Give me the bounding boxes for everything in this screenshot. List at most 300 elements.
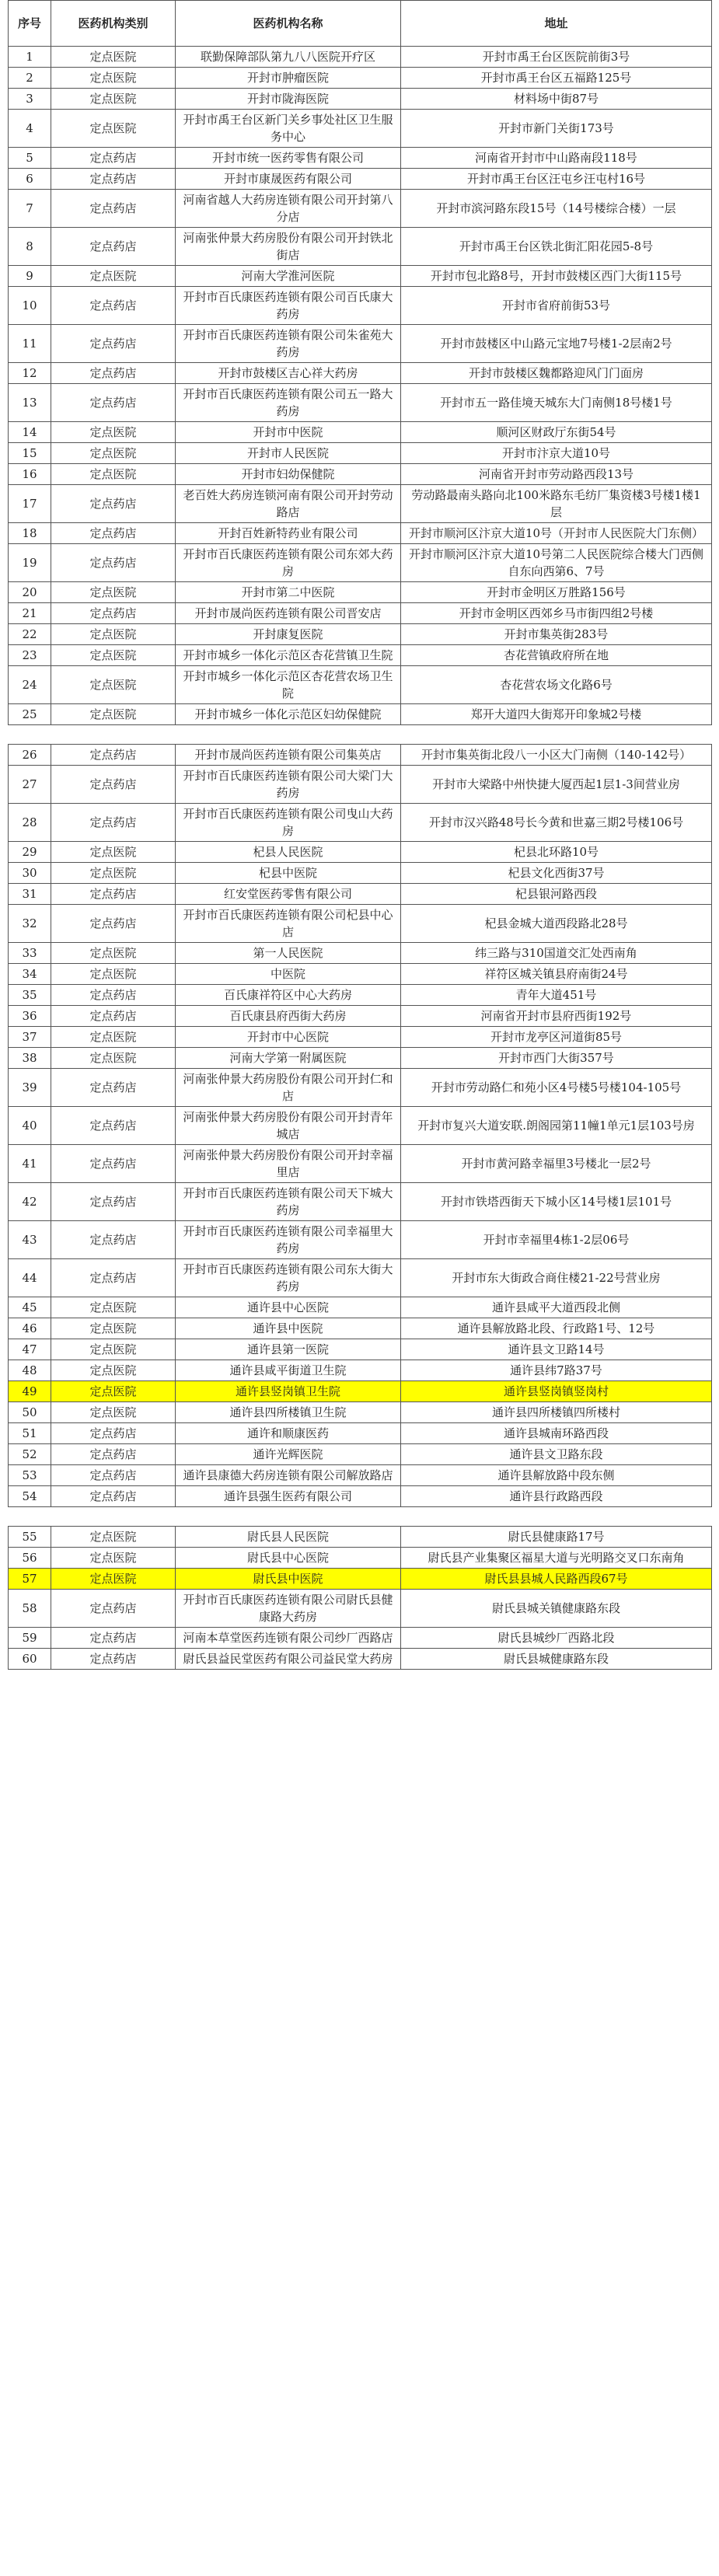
row-number: 31 <box>9 884 51 905</box>
document <box>8 0 711 1670</box>
institution-type: 定点药店 <box>51 766 176 804</box>
row-number: 8 <box>9 228 51 266</box>
row-number: 55 <box>9 1527 51 1548</box>
institution-name: 开封市鼓楼区吉心祥大药房 <box>176 363 401 384</box>
row-number: 45 <box>9 1297 51 1318</box>
table-row <box>9 443 712 464</box>
institution-name: 开封市百氏康医药连锁有限公司东郊大药房 <box>176 544 401 582</box>
institution-type: 定点药店 <box>51 745 176 766</box>
institution-address: 开封市龙亭区河道街85号 <box>401 1027 712 1048</box>
institution-name: 通许县第一医院 <box>176 1339 401 1360</box>
institution-name: 开封市陇海医院 <box>176 89 401 110</box>
table-row <box>9 804 712 842</box>
institution-address: 开封市黄河路幸福里3号楼北一层2号 <box>401 1145 712 1183</box>
row-number: 12 <box>9 363 51 384</box>
row-number: 36 <box>9 1006 51 1027</box>
institution-type: 定点医院 <box>51 704 176 725</box>
row-number: 30 <box>9 863 51 884</box>
institution-address: 通许县四所楼镇四所楼村 <box>401 1402 712 1423</box>
institution-type: 定点医院 <box>51 863 176 884</box>
institution-name: 中医院 <box>176 964 401 985</box>
table-row <box>9 47 712 68</box>
institution-name: 开封康复医院 <box>176 624 401 645</box>
institution-type: 定点药店 <box>51 804 176 842</box>
table-row <box>9 863 712 884</box>
table-row-highlighted <box>9 1569 712 1590</box>
institution-type: 定点医院 <box>51 464 176 485</box>
institution-type: 定点医院 <box>51 89 176 110</box>
institution-type: 定点医院 <box>51 1048 176 1069</box>
institution-address: 开封市禹王台区铁北街汇阳花园5-8号 <box>401 228 712 266</box>
row-number: 4 <box>9 110 51 148</box>
institution-type: 定点医院 <box>51 1339 176 1360</box>
institution-name: 百氏康祥符区中心大药房 <box>176 985 401 1006</box>
row-number: 15 <box>9 443 51 464</box>
institution-address: 尉氏县城纱厂西路北段 <box>401 1628 712 1649</box>
institution-address: 劳动路最南头路向北100米路东毛纺厂集资楼3号楼1楼1层 <box>401 485 712 523</box>
institution-address: 开封市大梁路中州快捷大厦西起1层1-3间营业房 <box>401 766 712 804</box>
institution-name: 红安堂医药零售有限公司 <box>176 884 401 905</box>
institution-name: 通许县康德大药房连锁有限公司解放路店 <box>176 1465 401 1486</box>
table-row <box>9 1649 712 1670</box>
column-header: 医药机构类别 <box>51 1 176 47</box>
institution-name: 杞县中医院 <box>176 863 401 884</box>
table-row <box>9 1360 712 1381</box>
institution-name: 开封市人民医院 <box>176 443 401 464</box>
institution-type: 定点医院 <box>51 1360 176 1381</box>
table-row <box>9 1221 712 1259</box>
institution-name: 开封市城乡一体化示范区杏花营农场卫生院 <box>176 666 401 704</box>
institution-name: 通许县强生医药有限公司 <box>176 1486 401 1507</box>
table-row <box>9 485 712 523</box>
institution-address: 通许县文卫路东段 <box>401 1444 712 1465</box>
institution-name: 开封市肿瘤医院 <box>176 68 401 89</box>
institution-address: 通许县纬7路37号 <box>401 1360 712 1381</box>
institution-name: 通许县中心医院 <box>176 1297 401 1318</box>
institution-name: 尉氏县人民医院 <box>176 1527 401 1548</box>
institution-name: 开封市百氏康医药连锁有限公司天下城大药房 <box>176 1183 401 1221</box>
institution-type: 定点药店 <box>51 190 176 228</box>
institution-address: 开封市顺河区汴京大道10号第二人民医院综合楼大门西侧自东向西第6、7号 <box>401 544 712 582</box>
institution-type: 定点药店 <box>51 1649 176 1670</box>
row-number: 44 <box>9 1259 51 1297</box>
institution-type: 定点药店 <box>51 287 176 325</box>
table-row <box>9 1444 712 1465</box>
row-number: 53 <box>9 1465 51 1486</box>
institution-address: 河南省开封市县府西街192号 <box>401 1006 712 1027</box>
institution-type: 定点医院 <box>51 1402 176 1423</box>
institution-name: 尉氏县中医院 <box>176 1569 401 1590</box>
institution-type: 定点药店 <box>51 905 176 943</box>
institution-address: 尉氏县产业集聚区福星大道与光明路交叉口东南角 <box>401 1548 712 1569</box>
institution-type: 定点药店 <box>51 523 176 544</box>
institution-address: 杞县北环路10号 <box>401 842 712 863</box>
table-row <box>9 464 712 485</box>
institution-name: 开封市统一医药零售有限公司 <box>176 148 401 169</box>
institution-type: 定点医院 <box>51 443 176 464</box>
row-number: 52 <box>9 1444 51 1465</box>
institution-type: 定点药店 <box>51 1221 176 1259</box>
institution-type: 定点医院 <box>51 582 176 603</box>
institution-name: 河南张仲景大药房股份有限公司开封幸福里店 <box>176 1145 401 1183</box>
institution-name: 开封市第二中医院 <box>176 582 401 603</box>
institution-address: 开封市顺河区汴京大道10号（开封市人民医院大门东侧） <box>401 523 712 544</box>
institution-type: 定点医院 <box>51 1527 176 1548</box>
institution-name: 尉氏县益民堂医药有限公司益民堂大药房 <box>176 1649 401 1670</box>
institution-type: 定点医院 <box>51 624 176 645</box>
institution-name: 河南大学淮河医院 <box>176 266 401 287</box>
institution-name: 开封市禹王台区新门关乡事处社区卫生服务中心 <box>176 110 401 148</box>
institution-address: 杞县金城大道西段路北28号 <box>401 905 712 943</box>
row-number: 11 <box>9 325 51 363</box>
row-number: 20 <box>9 582 51 603</box>
table-row <box>9 666 712 704</box>
institution-type: 定点药店 <box>51 1628 176 1649</box>
institution-name: 开封市城乡一体化示范区杏花营镇卫生院 <box>176 645 401 666</box>
table-row <box>9 422 712 443</box>
institution-name: 开封市百氏康医药连锁有限公司百氏康大药房 <box>176 287 401 325</box>
institution-type: 定点药店 <box>51 884 176 905</box>
table-row <box>9 943 712 964</box>
institution-type: 定点药店 <box>51 325 176 363</box>
row-number: 22 <box>9 624 51 645</box>
institution-name: 开封市百氏康医药连锁有限公司五一路大药房 <box>176 384 401 422</box>
institution-address: 尉氏县健康路17号 <box>401 1527 712 1548</box>
table-row <box>9 169 712 190</box>
institution-type: 定点药店 <box>51 1006 176 1027</box>
table-row <box>9 287 712 325</box>
table-row <box>9 1465 712 1486</box>
institution-name: 通许光辉医院 <box>176 1444 401 1465</box>
table-row <box>9 544 712 582</box>
table-row <box>9 148 712 169</box>
institution-name: 通许县四所楼镇卫生院 <box>176 1402 401 1423</box>
row-number: 23 <box>9 645 51 666</box>
table-row <box>9 1259 712 1297</box>
institution-name: 开封市百氏康医药连锁有限公司幸福里大药房 <box>176 1221 401 1259</box>
institution-type: 定点药店 <box>51 544 176 582</box>
institution-type: 定点医院 <box>51 110 176 148</box>
institution-type: 定点药店 <box>51 1069 176 1107</box>
institution-name: 开封市妇幼保健院 <box>176 464 401 485</box>
institution-address: 祥符区城关镇县府南街24号 <box>401 964 712 985</box>
institution-address: 通许县解放路中段东侧 <box>401 1465 712 1486</box>
institution-type: 定点药店 <box>51 1486 176 1507</box>
institution-name: 开封市晟尚医药连锁有限公司晋安店 <box>176 603 401 624</box>
institution-address: 杏花营镇政府所在地 <box>401 645 712 666</box>
institution-type: 定点药店 <box>51 148 176 169</box>
institution-type: 定点医院 <box>51 422 176 443</box>
institution-name: 河南张仲景大药房股份有限公司开封铁北街店 <box>176 228 401 266</box>
institution-address: 尉氏县县城人民路西段67号 <box>401 1569 712 1590</box>
row-number: 27 <box>9 766 51 804</box>
row-number: 58 <box>9 1590 51 1628</box>
institution-name: 开封市百氏康医药连锁有限公司东大街大药房 <box>176 1259 401 1297</box>
column-header: 序号 <box>9 1 51 47</box>
institution-address: 材料场中街87号 <box>401 89 712 110</box>
row-number: 14 <box>9 422 51 443</box>
institution-type: 定点医院 <box>51 964 176 985</box>
institution-address: 开封市汴京大道10号 <box>401 443 712 464</box>
institution-type: 定点医院 <box>51 1297 176 1318</box>
institution-name: 河南张仲景大药房股份有限公司开封青年城店 <box>176 1107 401 1145</box>
institution-type: 定点药店 <box>51 1444 176 1465</box>
institution-name: 老百姓大药房连锁河南有限公司开封劳动路店 <box>176 485 401 523</box>
institution-type: 定点药店 <box>51 169 176 190</box>
institution-address: 开封市复兴大道安联.朗阁园第11幢1单元1层103号房 <box>401 1107 712 1145</box>
institution-type: 定点药店 <box>51 363 176 384</box>
institution-address: 杞县银河路西段 <box>401 884 712 905</box>
table-row <box>9 842 712 863</box>
institution-type: 定点医院 <box>51 1027 176 1048</box>
row-number: 18 <box>9 523 51 544</box>
row-number: 28 <box>9 804 51 842</box>
header-row <box>9 1 712 47</box>
row-number: 24 <box>9 666 51 704</box>
table-row <box>9 603 712 624</box>
table-row <box>9 1339 712 1360</box>
institution-name: 通许和顺康医药 <box>176 1423 401 1444</box>
table-row <box>9 1423 712 1444</box>
institution-type: 定点医院 <box>51 1548 176 1569</box>
table-row <box>9 325 712 363</box>
institution-name: 开封市百氏康医药连锁有限公司朱雀苑大药房 <box>176 325 401 363</box>
institution-name: 百氏康县府西街大药房 <box>176 1006 401 1027</box>
institution-address: 杞县文化西街37号 <box>401 863 712 884</box>
institution-address: 开封市滨河路东段15号（14号楼综合楼）一层 <box>401 190 712 228</box>
institution-type: 定点医院 <box>51 645 176 666</box>
table-row <box>9 704 712 725</box>
institution-address: 开封市劳动路仁和苑小区4号楼5号楼104-105号 <box>401 1069 712 1107</box>
row-number: 37 <box>9 1027 51 1048</box>
row-number: 54 <box>9 1486 51 1507</box>
institution-type: 定点医院 <box>51 266 176 287</box>
row-number: 42 <box>9 1183 51 1221</box>
institution-type: 定点医院 <box>51 1318 176 1339</box>
institution-name: 通许县咸平街道卫生院 <box>176 1360 401 1381</box>
institution-type: 定点药店 <box>51 1259 176 1297</box>
institution-name: 河南本草堂医药连锁有限公司纱厂西路店 <box>176 1628 401 1649</box>
table-row <box>9 766 712 804</box>
institution-type: 定点医院 <box>51 842 176 863</box>
row-number: 3 <box>9 89 51 110</box>
institution-address: 开封市西门大街357号 <box>401 1048 712 1069</box>
row-number: 41 <box>9 1145 51 1183</box>
row-number: 34 <box>9 964 51 985</box>
table-row <box>9 89 712 110</box>
row-number: 6 <box>9 169 51 190</box>
row-number: 19 <box>9 544 51 582</box>
institution-address: 河南省开封市中山路南段118号 <box>401 148 712 169</box>
row-number: 17 <box>9 485 51 523</box>
institution-address: 通许县文卫路14号 <box>401 1339 712 1360</box>
institution-name: 开封市中心医院 <box>176 1027 401 1048</box>
institution-type: 定点药店 <box>51 603 176 624</box>
row-number: 35 <box>9 985 51 1006</box>
institution-address: 开封市禹王台区汪屯乡汪屯村16号 <box>401 169 712 190</box>
table-row <box>9 1628 712 1649</box>
institution-address: 纬三路与310国道交汇处西南角 <box>401 943 712 964</box>
row-number: 2 <box>9 68 51 89</box>
institution-table <box>8 744 712 1507</box>
row-number: 48 <box>9 1360 51 1381</box>
institution-name: 开封市晟尚医药连锁有限公司集英店 <box>176 745 401 766</box>
institution-address: 开封市鼓楼区中山路元宝地7号楼1-2层南2号 <box>401 325 712 363</box>
row-number: 16 <box>9 464 51 485</box>
institution-type: 定点药店 <box>51 1183 176 1221</box>
institution-address: 通许县行政路西段 <box>401 1486 712 1507</box>
row-number: 26 <box>9 745 51 766</box>
institution-address: 开封市铁塔西街天下城小区14号楼1层101号 <box>401 1183 712 1221</box>
institution-address: 开封市幸福里4栋1-2层06号 <box>401 1221 712 1259</box>
row-number: 33 <box>9 943 51 964</box>
institution-name: 河南大学第一附属医院 <box>176 1048 401 1069</box>
table-row <box>9 110 712 148</box>
table-row <box>9 1486 712 1507</box>
column-header: 地址 <box>401 1 712 47</box>
institution-address: 杏花营农场文化路6号 <box>401 666 712 704</box>
institution-address: 开封市集英街北段八一小区大门南侧（140-142号） <box>401 745 712 766</box>
institution-name: 杞县人民医院 <box>176 842 401 863</box>
column-header: 医药机构名称 <box>176 1 401 47</box>
institution-address: 尉氏县城健康路东段 <box>401 1649 712 1670</box>
institution-name: 河南张仲景大药房股份有限公司开封仁和店 <box>176 1069 401 1107</box>
row-number: 56 <box>9 1548 51 1569</box>
institution-type: 定点药店 <box>51 485 176 523</box>
table-row <box>9 624 712 645</box>
row-number: 40 <box>9 1107 51 1145</box>
row-number: 5 <box>9 148 51 169</box>
institution-name: 开封市中医院 <box>176 422 401 443</box>
row-number: 60 <box>9 1649 51 1670</box>
row-number: 51 <box>9 1423 51 1444</box>
institution-type: 定点医院 <box>51 47 176 68</box>
table-row <box>9 190 712 228</box>
table-gap <box>8 725 711 744</box>
institution-address: 开封市新门关街173号 <box>401 110 712 148</box>
table-row <box>9 1318 712 1339</box>
institution-name: 联勤保障部队第九八八医院开疗区 <box>176 47 401 68</box>
institution-name: 通许县竖岗镇卫生院 <box>176 1381 401 1402</box>
row-number: 32 <box>9 905 51 943</box>
row-number: 49 <box>9 1381 51 1402</box>
institution-address: 河南省开封市劳动路西段13号 <box>401 464 712 485</box>
row-number: 39 <box>9 1069 51 1107</box>
institution-type: 定点药店 <box>51 1423 176 1444</box>
institution-type: 定点药店 <box>51 1145 176 1183</box>
institution-type: 定点药店 <box>51 985 176 1006</box>
row-number: 7 <box>9 190 51 228</box>
institution-type: 定点药店 <box>51 1590 176 1628</box>
institution-name: 尉氏县中心医院 <box>176 1548 401 1569</box>
institution-address: 开封市金明区万胜路156号 <box>401 582 712 603</box>
institution-table <box>8 1526 712 1670</box>
institution-address: 开封市东大街政合商住楼21-22号营业房 <box>401 1259 712 1297</box>
table-row <box>9 1590 712 1628</box>
institution-type: 定点医院 <box>51 1381 176 1402</box>
row-number: 50 <box>9 1402 51 1423</box>
table-row <box>9 1402 712 1423</box>
institution-name: 开封市百氏康医药连锁有限公司曳山大药房 <box>176 804 401 842</box>
table-row <box>9 1048 712 1069</box>
row-number: 57 <box>9 1569 51 1590</box>
institution-type: 定点药店 <box>51 1465 176 1486</box>
institution-name: 开封百姓新特药业有限公司 <box>176 523 401 544</box>
row-number: 25 <box>9 704 51 725</box>
institution-address: 开封市五一路佳境天城东大门南侧18号楼1号 <box>401 384 712 422</box>
institution-type: 定点药店 <box>51 384 176 422</box>
row-number: 10 <box>9 287 51 325</box>
table-row <box>9 745 712 766</box>
table-row <box>9 1069 712 1107</box>
institution-address: 通许县咸平大道西段北侧 <box>401 1297 712 1318</box>
table-row <box>9 68 712 89</box>
row-number: 47 <box>9 1339 51 1360</box>
institution-address: 尉氏县城关镇健康路东段 <box>401 1590 712 1628</box>
table-row <box>9 266 712 287</box>
institution-address: 开封市汉兴路48号长今黄和世嘉三期2号楼106号 <box>401 804 712 842</box>
institution-type: 定点医院 <box>51 943 176 964</box>
institution-type: 定点药店 <box>51 1107 176 1145</box>
institution-name: 开封市城乡一体化示范区妇幼保健院 <box>176 704 401 725</box>
table-row-highlighted <box>9 1381 712 1402</box>
table-row <box>9 363 712 384</box>
institution-address: 通许县竖岗镇竖岗村 <box>401 1381 712 1402</box>
institution-address: 开封市鼓楼区魏都路迎风门门面房 <box>401 363 712 384</box>
table-row <box>9 964 712 985</box>
institution-address: 开封市禹王台区医院前街3号 <box>401 47 712 68</box>
table-row <box>9 1145 712 1183</box>
row-number: 21 <box>9 603 51 624</box>
row-number: 13 <box>9 384 51 422</box>
row-number: 1 <box>9 47 51 68</box>
table-row <box>9 985 712 1006</box>
institution-address: 通许县解放路北段、行政路1号、12号 <box>401 1318 712 1339</box>
institution-address: 开封市省府前街53号 <box>401 287 712 325</box>
institution-type: 定点药店 <box>51 228 176 266</box>
institution-type: 定点医院 <box>51 68 176 89</box>
institution-name: 通许县中医院 <box>176 1318 401 1339</box>
table-row <box>9 905 712 943</box>
row-number: 46 <box>9 1318 51 1339</box>
institution-name: 第一人民医院 <box>176 943 401 964</box>
row-number: 38 <box>9 1048 51 1069</box>
institution-name: 河南省越人大药房连锁有限公司开封第八分店 <box>176 190 401 228</box>
table-row <box>9 582 712 603</box>
row-number: 9 <box>9 266 51 287</box>
institution-type: 定点医院 <box>51 1569 176 1590</box>
table-row <box>9 1527 712 1548</box>
table-row <box>9 884 712 905</box>
table-row <box>9 1006 712 1027</box>
institution-address: 青年大道451号 <box>401 985 712 1006</box>
table-gap <box>8 1507 711 1526</box>
institution-name: 开封市百氏康医药连锁有限公司杞县中心店 <box>176 905 401 943</box>
institution-address: 开封市金明区西郊乡马市街四组2号楼 <box>401 603 712 624</box>
institution-name: 开封市百氏康医药连锁有限公司尉氏县健康路大药房 <box>176 1590 401 1628</box>
table-row <box>9 384 712 422</box>
table-row <box>9 1107 712 1145</box>
row-number: 59 <box>9 1628 51 1649</box>
institution-type: 定点医院 <box>51 666 176 704</box>
institution-name: 开封市百氏康医药连锁有限公司大梁门大药房 <box>176 766 401 804</box>
table-row <box>9 1548 712 1569</box>
row-number: 29 <box>9 842 51 863</box>
institution-name: 开封市康晟医药有限公司 <box>176 169 401 190</box>
institution-address: 郑开大道四大街郑开印象城2号楼 <box>401 704 712 725</box>
table-row <box>9 523 712 544</box>
institution-table <box>8 0 712 725</box>
